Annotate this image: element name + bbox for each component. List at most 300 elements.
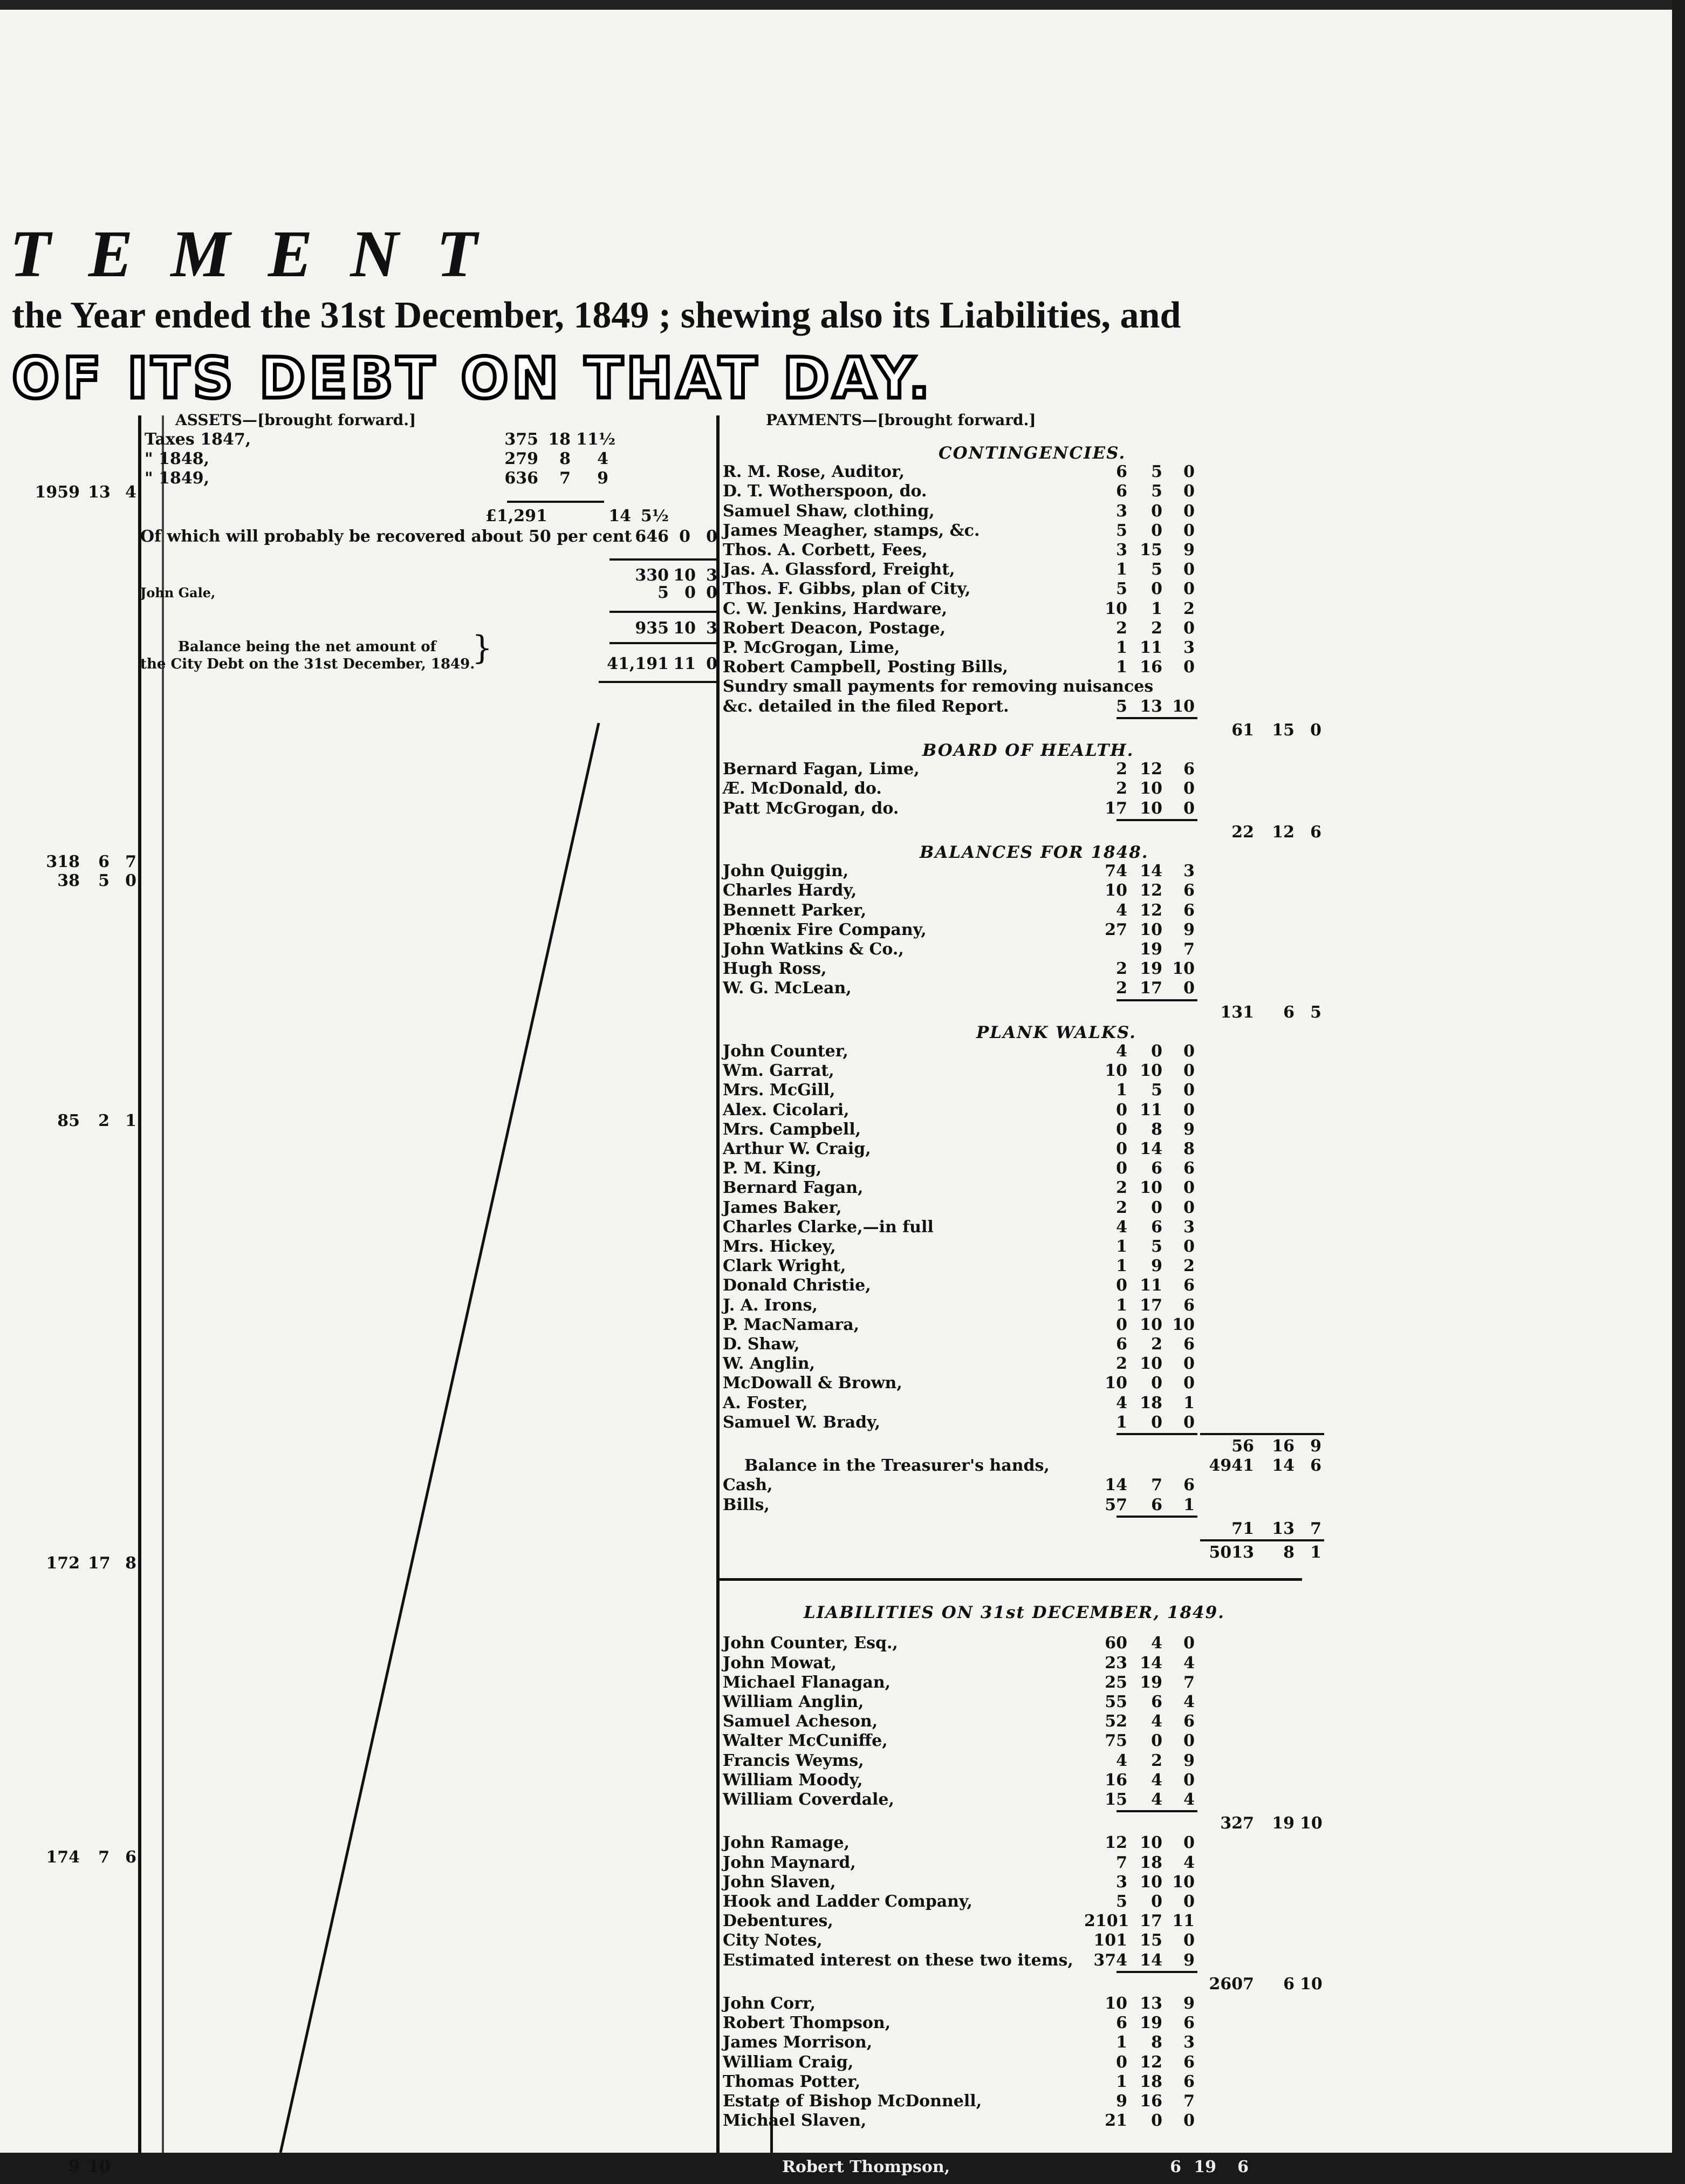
assets-balance-a: 41,191 — [607, 654, 669, 673]
liability-row-label: Michael Slaven, — [723, 2111, 867, 2131]
balances-total — [0, 1002, 1672, 1023]
contingency-row-value: 3 — [1116, 541, 1127, 559]
liability-row-value: 6 — [1183, 1712, 1195, 1731]
contingency-row-label: P. McGrogan, Lime, — [723, 638, 900, 657]
health-total-value: 22 — [1231, 822, 1254, 842]
assets-row-label: " 1848, — [145, 449, 210, 468]
liability-row-label: William Moody, — [723, 1770, 863, 1790]
liability-row — [0, 1711, 1672, 1732]
left-margin-value: 6 — [98, 852, 109, 871]
left-margin-value: 7 — [125, 852, 136, 871]
plank-row-label: Wm. Garrat, — [723, 1061, 834, 1081]
assets-balance-c: 0 — [706, 654, 717, 673]
plank-row — [0, 1373, 1672, 1394]
plank-row-label: John Counter, — [723, 1042, 848, 1061]
assets-gale-a: 5 — [657, 583, 669, 602]
health-row — [0, 759, 1672, 780]
liability-row-value: 19 — [1140, 2014, 1162, 2033]
liability-row — [0, 2013, 1672, 2033]
liability-row-label: John Maynard, — [723, 1853, 856, 1872]
liability-row — [0, 1930, 1672, 1951]
plank-row-value: 2 — [1116, 1178, 1127, 1198]
contingency-row-value: 6 — [1116, 482, 1127, 501]
liability-row-value: 75 — [1105, 1731, 1127, 1751]
contingency-row — [0, 521, 1672, 541]
liabilities-group1-total — [0, 1813, 1672, 1834]
plank-row-label: Donald Christie, — [723, 1276, 871, 1295]
plank-row — [0, 1198, 1672, 1218]
balances-row-value: 10 — [1105, 881, 1127, 900]
health-total-value: 6 — [1310, 822, 1321, 842]
plank-row-value: 0 — [1116, 1139, 1127, 1158]
liability-row-label: Samuel Acheson, — [723, 1712, 878, 1731]
plank-row — [0, 1041, 1672, 1062]
liabilities-group1-total-value: 327 — [1220, 1814, 1254, 1833]
plank-row — [0, 1295, 1672, 1316]
contingency-row-label: Thos. A. Corbett, Fees, — [723, 541, 928, 559]
bottom-strip-label: Robert Thompson, — [782, 2158, 950, 2176]
liability-row-label: John Counter, Esq., — [723, 1634, 898, 1653]
assets-row-value: 4 — [597, 449, 608, 468]
plank-row-label: Mrs. Campbell, — [723, 1120, 861, 1139]
balances-row-value: 10 — [1140, 920, 1162, 939]
liability-row-label: Hook and Ladder Company, — [723, 1892, 972, 1911]
plank-row-value: 4 — [1116, 1393, 1127, 1412]
plank-row-label: Alex. Cicolari, — [723, 1100, 850, 1120]
left-margin-value: 8 — [125, 1554, 136, 1573]
contingency-row-value: 10 — [1105, 599, 1127, 618]
liability-row-value: 13 — [1140, 1994, 1162, 2013]
balances-row — [0, 939, 1672, 960]
treasurer-bills-row — [0, 1495, 1672, 1516]
liability-row-label: John Corr, — [723, 1994, 816, 2013]
assets-recovered-b: 0 — [679, 527, 690, 546]
liability-row-label: Debentures, — [723, 1912, 833, 1931]
contingencies-total-value: 61 — [1231, 720, 1254, 740]
plank-row-label: Bernard Fagan, — [723, 1178, 864, 1198]
plank-row-value: 6 — [1151, 1217, 1162, 1237]
plank-row-value: 10 — [1140, 1315, 1162, 1334]
left-margin-value: 17 — [88, 1554, 111, 1573]
balances-row-value: 19 — [1140, 940, 1162, 959]
left-margin-value: 38 — [57, 871, 80, 890]
plank-row — [0, 1217, 1672, 1238]
assets-row-value: 8 — [559, 449, 571, 468]
plank-row-value: 1 — [1116, 1257, 1127, 1276]
treasurer-grand-total-value: 5013 — [1209, 1543, 1254, 1562]
contingency-row-label: R. M. Rose, Auditor, — [723, 462, 905, 482]
contingency-row — [0, 501, 1672, 522]
plank-total-value: 56 — [1231, 1437, 1254, 1456]
section-liabilities: LIABILITIES ON 31st DECEMBER, 1849. — [804, 1603, 1225, 1623]
contingency-row — [0, 559, 1672, 580]
liability-row-label: William Craig, — [723, 2052, 854, 2072]
liability-row-value: 6 — [1116, 2014, 1127, 2033]
liability-row-value: 10 — [1105, 1994, 1127, 2013]
balances-total-value: 5 — [1310, 1002, 1321, 1022]
left-margin-value: 174 — [46, 1848, 80, 1867]
liability-row — [0, 1833, 1672, 1853]
contingency-row-value: 0 — [1151, 501, 1162, 521]
contingency-row-value: 15 — [1140, 541, 1162, 559]
liability-row-label: Walter McCuniffe, — [723, 1731, 888, 1751]
liability-row — [0, 2111, 1672, 2131]
liability-row-value: 4 — [1151, 1634, 1162, 1653]
liability-row-value: 3 — [1116, 1872, 1127, 1892]
health-row-value: 17 — [1105, 798, 1127, 818]
plank-row-value: 10 — [1140, 1178, 1162, 1198]
contingency-row-value: 0 — [1151, 579, 1162, 599]
treasurer-total-value: 7 — [1310, 1519, 1321, 1538]
liability-row-value: 0 — [1183, 1833, 1195, 1853]
health-row-value: 12 — [1140, 760, 1162, 779]
rule-line — [1117, 999, 1197, 1001]
plank-row-value: 0 — [1116, 1120, 1127, 1139]
liability-row-value: 101 — [1093, 1931, 1127, 1950]
treasurer-total-value: 13 — [1272, 1519, 1294, 1538]
health-row-value: 10 — [1140, 779, 1162, 798]
contingency-row-label: Sundry small payments for removing nuisances — [723, 677, 1154, 697]
rule-line — [1117, 819, 1197, 821]
liability-row — [0, 1653, 1672, 1674]
liability-row-value: 7 — [1116, 1853, 1127, 1872]
liability-row — [0, 2072, 1672, 2092]
plank-row-label: W. Anglin, — [723, 1354, 816, 1374]
contingency-row-value: 13 — [1140, 697, 1162, 716]
health-row-value: 2 — [1116, 760, 1127, 779]
plank-row-value: 6 — [1183, 1159, 1195, 1178]
assets-subtotal-b: 14 — [608, 507, 631, 525]
plank-row-value: 1 — [1183, 1393, 1195, 1412]
liability-row-value: 14 — [1140, 1950, 1162, 1970]
assets-recovered-a: 646 — [635, 527, 669, 546]
balances-row-value: 3 — [1183, 862, 1195, 881]
liability-row — [0, 1950, 1672, 1971]
plank-row-value: 0 — [1183, 1081, 1195, 1100]
plank-row — [0, 1100, 1672, 1121]
treasurer-grand-total-value: 8 — [1283, 1543, 1294, 1562]
liability-row-value: 18 — [1140, 1853, 1162, 1872]
assets-total-a: 935 — [635, 619, 669, 638]
balances-total-value: 131 — [1220, 1002, 1254, 1022]
contingency-row-value: 6 — [1116, 462, 1127, 482]
health-total — [0, 822, 1672, 843]
liability-row-value: 4 — [1183, 1790, 1195, 1809]
contingencies-total-value: 0 — [1310, 720, 1321, 740]
contingency-row-value: 10 — [1172, 697, 1195, 716]
plank-row-label: Clark Wright, — [723, 1257, 846, 1276]
plank-row-value: 0 — [1183, 1412, 1195, 1432]
treasurer-cash-row-value: 14 — [1105, 1476, 1127, 1495]
liability-row-value: 7 — [1183, 1673, 1195, 1692]
balances-row-value: 2 — [1116, 979, 1127, 998]
plank-row — [0, 1315, 1672, 1335]
left-margin-value: 172 — [46, 1554, 80, 1573]
left-margin-value: 10 — [88, 2157, 111, 2176]
plank-row-label: A. Foster, — [723, 1393, 808, 1412]
liability-row — [0, 1853, 1672, 1873]
liabilities-group2-total — [0, 1974, 1672, 1995]
liability-row-label: John Slaven, — [723, 1872, 836, 1892]
contingency-row-value: 3 — [1183, 638, 1195, 657]
assets-mid-a: 330 — [635, 566, 669, 585]
liability-row-value: 4 — [1151, 1790, 1162, 1809]
section-plank-walks: PLANK WALKS. — [976, 1022, 1136, 1042]
plank-row-value: 6 — [1183, 1295, 1195, 1315]
balances-row-value: 27 — [1105, 920, 1127, 939]
plank-row — [0, 1080, 1672, 1101]
plank-row-value: 10 — [1140, 1354, 1162, 1374]
liability-row-value: 0 — [1183, 2111, 1195, 2131]
contingency-row-value: 0 — [1183, 560, 1195, 579]
liability-row-value: 23 — [1105, 1653, 1127, 1673]
plank-row — [0, 1334, 1672, 1355]
liability-row-value: 6 — [1183, 2052, 1195, 2072]
balances-row-label: Bennett Parker, — [723, 900, 867, 920]
liability-row-value: 0 — [1183, 1634, 1195, 1653]
treasurer-bills-row-value: 1 — [1183, 1495, 1195, 1514]
balances-row — [0, 881, 1672, 901]
top-edge-line — [0, 0, 1685, 10]
bottom-strip-row — [0, 2157, 1672, 2178]
plank-row-value: 0 — [1151, 1198, 1162, 1217]
liability-row-value: 0 — [1151, 1892, 1162, 1911]
rule-line — [1117, 717, 1197, 719]
health-row — [0, 779, 1672, 799]
treasurer-cash-row-value: 7 — [1151, 1476, 1162, 1495]
plank-row — [0, 1158, 1672, 1179]
assets-mid-c: 3 — [706, 566, 717, 585]
plank-row — [0, 1275, 1672, 1296]
rule-line — [1117, 1810, 1197, 1812]
balances-row-value: 74 — [1105, 862, 1127, 881]
liability-row-value: 4 — [1116, 1751, 1127, 1770]
payments-heading: PAYMENTS—[brought forward.] — [766, 411, 1036, 429]
liability-row-label: William Coverdale, — [723, 1790, 894, 1809]
liability-row-value: 3 — [1183, 2033, 1195, 2052]
plank-row — [0, 1393, 1672, 1414]
plank-row-value: 2 — [1116, 1198, 1127, 1217]
plank-row-value: 5 — [1151, 1081, 1162, 1100]
liability-row-value: 4 — [1151, 1712, 1162, 1731]
contingency-row — [0, 599, 1672, 619]
section-contingencies: CONTINGENCIES. — [939, 443, 1126, 463]
contingencies-total — [0, 720, 1672, 741]
rule-line — [1200, 1433, 1324, 1435]
contingency-row-value: 5 — [1151, 462, 1162, 482]
liability-row-value: 6 — [1183, 2072, 1195, 2091]
liability-row-value: 17 — [1140, 1912, 1162, 1931]
left-margin-value: 6 — [125, 1848, 136, 1867]
balances-row-value: 12 — [1140, 881, 1162, 900]
contingency-row-value: 0 — [1183, 658, 1195, 677]
balances-row-value: 14 — [1140, 862, 1162, 881]
assets-row-value: 279 — [504, 449, 538, 468]
assets-recovered-c: 0 — [706, 527, 717, 546]
plank-row-value: 0 — [1183, 1354, 1195, 1374]
contingency-row-label: &c. detailed in the filed Report. — [723, 697, 1009, 716]
page-title: TEMENT — [10, 217, 515, 291]
plank-row-value: 0 — [1116, 1315, 1127, 1334]
plank-row — [0, 1256, 1672, 1277]
contingency-row — [0, 677, 1672, 697]
contingency-row-value: 5 — [1116, 697, 1127, 716]
balances-row — [0, 978, 1672, 999]
health-row-value: 0 — [1183, 779, 1195, 798]
assets-heading: ASSETS—[brought forward.] — [175, 411, 416, 429]
plank-row-value: 0 — [1151, 1042, 1162, 1061]
treasurer-cash-row-label: Cash, — [723, 1476, 773, 1495]
liability-row-value: 16 — [1105, 1770, 1127, 1790]
liability-row-value: 6 — [1151, 1692, 1162, 1711]
contingency-row-value: 0 — [1183, 501, 1195, 521]
contingency-row-label: D. T. Wotherspoon, do. — [723, 482, 927, 501]
plank-row-value: 0 — [1116, 1276, 1127, 1295]
treasurer-grand-total — [0, 1543, 1672, 1563]
brace-icon: } — [472, 629, 493, 667]
contingency-row — [0, 697, 1672, 717]
liabilities-group2-total-value: 2607 — [1209, 1974, 1254, 1994]
balances-row-value: 6 — [1183, 900, 1195, 920]
liability-row-value: 60 — [1105, 1634, 1127, 1653]
balances-row-value: 9 — [1183, 920, 1195, 939]
assets-row-value: 375 — [504, 430, 538, 449]
liability-row-value: 374 — [1093, 1950, 1127, 1970]
page-subtitle: the Year ended the 31st December, 1849 ; shewing also its Liabilities, and — [12, 295, 1181, 336]
health-row-value: 6 — [1183, 760, 1195, 779]
rule-line — [1200, 1539, 1324, 1541]
contingency-row — [0, 657, 1672, 678]
balances-row-value: 19 — [1140, 959, 1162, 979]
plank-row — [0, 1120, 1672, 1140]
liabilities-group2-total-value: 10 — [1300, 1974, 1323, 1994]
liability-row-value: 2 — [1151, 1751, 1162, 1770]
plank-row-value: 0 — [1151, 1412, 1162, 1432]
contingency-row-label: Samuel Shaw, clothing, — [723, 501, 935, 521]
contingency-row-value: 0 — [1151, 521, 1162, 540]
balances-row-label: Phœnix Fire Company, — [723, 920, 927, 939]
liability-row — [0, 1911, 1672, 1932]
plank-row-label: McDowall & Brown, — [723, 1374, 902, 1393]
treasurer-balance-value: 14 — [1272, 1456, 1294, 1476]
liability-row-value: 19 — [1140, 1673, 1162, 1692]
plank-row-value: 6 — [1183, 1335, 1195, 1354]
balances-row — [0, 920, 1672, 940]
rule-line — [720, 1578, 1302, 1581]
plank-row-value: 5 — [1151, 1237, 1162, 1256]
liability-row — [0, 2032, 1672, 2053]
liability-row-value: 0 — [1116, 2052, 1127, 2072]
rule-line — [1117, 1516, 1197, 1518]
assets-subtotal-c: 5½ — [640, 507, 669, 525]
contingency-row-label: James Meagher, stamps, &c. — [723, 521, 980, 540]
assets-total-c: 3 — [706, 619, 717, 638]
plank-row-value: 9 — [1151, 1257, 1162, 1276]
plank-row-value: 11 — [1140, 1276, 1162, 1295]
liability-row — [0, 1892, 1672, 1912]
liability-row-value: 21 — [1105, 2111, 1127, 2131]
liability-row — [0, 1633, 1672, 1654]
liabilities-group1-total-value: 10 — [1300, 1814, 1323, 1833]
assets-row-value: 11½ — [576, 430, 616, 449]
liability-row-value: 4 — [1183, 1692, 1195, 1711]
liability-row — [0, 2091, 1672, 2112]
treasurer-balance-value: 4941 — [1209, 1456, 1254, 1476]
treasurer-balance-value: 6 — [1310, 1456, 1321, 1476]
contingency-row-value: 0 — [1183, 618, 1195, 638]
contingency-row — [0, 579, 1672, 599]
plank-row-label: J. A. Irons, — [723, 1295, 818, 1315]
left-margin-value: 7 — [98, 1848, 109, 1867]
liability-row-label: William Anglin, — [723, 1692, 864, 1711]
assets-row-value: 18 — [548, 430, 571, 449]
left-margin-value: 2 — [98, 1111, 109, 1130]
plank-row-value: 8 — [1151, 1120, 1162, 1139]
contingency-row-value: 0 — [1183, 462, 1195, 482]
liability-row — [0, 1692, 1672, 1712]
liability-row-value: 0 — [1151, 2111, 1162, 2131]
assets-row-label: Taxes 1847, — [145, 430, 251, 449]
contingency-row-value: 9 — [1183, 541, 1195, 559]
contingency-row-value: 5 — [1151, 482, 1162, 501]
liability-row-value: 0 — [1183, 1931, 1195, 1950]
contingency-row-value: 11 — [1140, 638, 1162, 657]
plank-row-value: 1 — [1116, 1237, 1127, 1256]
plank-row-value: 14 — [1140, 1139, 1162, 1158]
health-row-value: 10 — [1140, 798, 1162, 818]
contingency-row-value: 16 — [1140, 658, 1162, 677]
liability-row-value: 4 — [1183, 1653, 1195, 1673]
plank-total-value: 16 — [1272, 1437, 1294, 1456]
plank-row-value: 8 — [1183, 1139, 1195, 1158]
rule-line — [1117, 1433, 1197, 1435]
health-row-label: Patt McGrogan, do. — [723, 798, 899, 818]
liability-row-value: 16 — [1140, 2092, 1162, 2111]
balances-row — [0, 861, 1672, 882]
plank-row — [0, 1139, 1672, 1159]
plank-row-value: 1 — [1116, 1412, 1127, 1432]
contingency-row — [0, 462, 1672, 482]
treasurer-bills-row-value: 6 — [1151, 1495, 1162, 1514]
liability-row — [0, 1872, 1672, 1893]
plank-row-value: 9 — [1183, 1120, 1195, 1139]
left-margin-value: 0 — [125, 871, 136, 890]
contingency-row-label: Robert Deacon, Postage, — [723, 618, 946, 638]
liability-row-value: 9 — [1183, 1994, 1195, 2013]
liability-row-value: 5 — [1116, 1892, 1127, 1911]
contingency-row-value: 0 — [1183, 482, 1195, 501]
liability-row-value: 10 — [1140, 1872, 1162, 1892]
liability-row-label: John Mowat, — [723, 1653, 837, 1673]
plank-row-value: 0 — [1183, 1178, 1195, 1198]
liability-row — [0, 2052, 1672, 2073]
assets-balance-label-1: Balance being the net amount of — [178, 639, 436, 655]
plank-row — [0, 1061, 1672, 1081]
assets-row-label: " 1849, — [145, 469, 210, 488]
plank-total — [0, 1436, 1672, 1457]
assets-total-b: 10 — [673, 619, 696, 638]
contingency-row-label: Robert Campbell, Posting Bills, — [723, 658, 1008, 677]
balances-total-value: 6 — [1283, 1002, 1294, 1022]
liability-row-value: 10 — [1172, 1872, 1195, 1892]
balances-row — [0, 959, 1672, 979]
left-margin-value: 85 — [57, 1111, 80, 1130]
treasurer-total — [0, 1519, 1672, 1539]
plank-row-label: P. MacNamara, — [723, 1315, 860, 1334]
balances-row-value: 7 — [1183, 940, 1195, 959]
assets-row-value: 7 — [559, 469, 571, 488]
plank-row-label: Samuel W. Brady, — [723, 1412, 881, 1432]
